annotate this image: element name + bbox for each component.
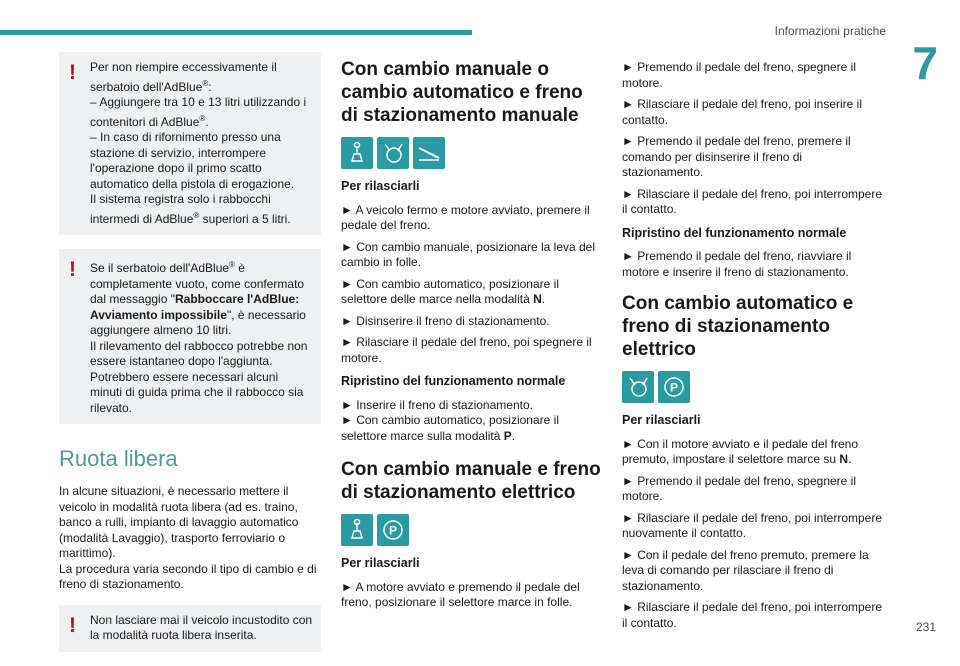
warning-icon: !: [69, 61, 76, 84]
icon-row: [341, 514, 603, 546]
column-3: ► Premendo il pedale del freno, spegnere il motore. ► Rilasciare il pedale del freno, poi inserire il contatto. ► Premendo il pedale del freno, premere il comando per disinserire il freno di stazionamento. ► Rilasciare il pedale del freno, poi interrompere il contatto. Ripristino del funzionamento normale ► Premendo il pedale del freno, riavviare il motore e inserire il freno di stazionamento. Con cambio automatico e freno di stazionamento elettrico P Per rilasciarli ► Con il motore avviato e il pedale del freno premuto, impostare il selettore marce su N. ► Premendo il pedale del freno, spegnere il motore. ► Rilasciare il pedale del freno, poi interrompere nuovamente il contatto. ► Con il pedale del freno premuto, premere la leva di comando per rilasciare il freno di stazionamento. ► Rilasciare il pedale del freno, poi interrompere il contatto.: [622, 60, 883, 630]
paragraph: In alcune situazioni, è necessario mettere il veicolo in modalità ruota libera (ad es. traino, banco a rulli, impianto di lavaggio automatico (modalità Lavaggio), trasporto ferroviario o marittimo).: [59, 484, 299, 560]
warning-icon: !: [69, 258, 76, 281]
subheading-restore: Ripristino del funzionamento normale: [341, 374, 566, 388]
brake-pedal-icon: [377, 137, 409, 169]
page-number: 231: [915, 620, 936, 634]
gear-lever-icon: [341, 514, 373, 546]
brake-pedal-icon: [622, 371, 654, 403]
header-accent-bar: [0, 30, 472, 35]
warning-icon: !: [69, 613, 76, 637]
heading-automatic-electric-brake: Con cambio automatico e freno di stazionamento elettrico: [622, 293, 854, 360]
subheading-release: Per rilasciarli: [622, 413, 701, 427]
paragraph: La procedura varia secondo il tipo di cambio e di freno di stazionamento.: [59, 561, 317, 591]
warning-note-adblue-empty: ! Se il serbatoio dell'AdBlue® è completamente vuoto, come confermato dal messaggio "Rabboccare l'AdBlue: Avviamento impossibile", è necessario aggiungere almeno 10 litri. Il rilevamento del rabbocco potrebbe non essere istantaneo dopo l'aggiunta. Potrebbero essere necessari alcuni minuti di guida prima che il rabbocco sia rilevato.: [59, 249, 321, 424]
column-2: Con cambio manuale o cambio automatico e freno di stazionamento manuale Per rilasciarli ► A veicolo fermo e motore avviato, premere il pedale del freno. ► Con cambio manuale, posizionare la leva del cambio in folle. ► Con cambio automatico, posizionare il selettore delle marce nella modalità N. ► Disinserire il freno di stazionamento. ► Rilasciare il pedale del freno, poi spegnere il motore. Ripristino del funzionamento normale ► Inserire il freno di stazionamento. ► Con cambio automatico, posizionare il selettore marce sulla modalità P. Con cambio manuale e freno di stazionamento elettrico P Per rilasciarli ► A motore avviato e premendo il pedale del freno, posizionare il selettore marce in folle.: [341, 58, 603, 617]
section-title-ruota-libera: Ruota libera: [59, 446, 178, 471]
svg-text:P: P: [669, 380, 679, 395]
heading-manual-brake: Con cambio manuale o cambio automatico e freno di stazionamento manuale: [341, 59, 583, 126]
subheading-release: Per rilasciarli: [341, 556, 420, 570]
electric-parking-brake-icon: [658, 371, 690, 403]
icon-row: [622, 371, 884, 403]
heading-manual-electric-brake: Con cambio manuale e freno di stazionamento elettrico: [341, 459, 601, 503]
subheading-restore: Ripristino del funzionamento normale: [622, 225, 847, 240]
header-title: Informazioni pratiche: [774, 24, 886, 38]
parking-lever-icon: [413, 137, 445, 169]
icon-row: [341, 137, 603, 169]
column-1: [59, 52, 321, 666]
chapter-number: 7: [912, 37, 938, 89]
gear-lever-icon: [341, 137, 373, 169]
electric-parking-brake-icon: [377, 514, 409, 546]
warning-note-adblue-fill: ! Per non riempire eccessivamente il serbatoio dell'AdBlue®: – Aggiungere tra 10 e 13 litri utilizzando i contenitori di AdBlue®. – In caso di rifornimento presso una stazione di servizio, interrompere l'operazione dopo il primo scatto automatico della pistola di erogazione. Il sistema registra solo i rabbocchi intermedi di AdBlue® superiori a 5 litri.: [59, 52, 321, 235]
subheading-release: Per rilasciarli: [341, 179, 420, 193]
warning-note-unattended: ! Non lasciare mai il veicolo incustodito con la modalità ruota libera inserita.: [59, 605, 321, 652]
svg-text:P: P: [388, 523, 398, 538]
